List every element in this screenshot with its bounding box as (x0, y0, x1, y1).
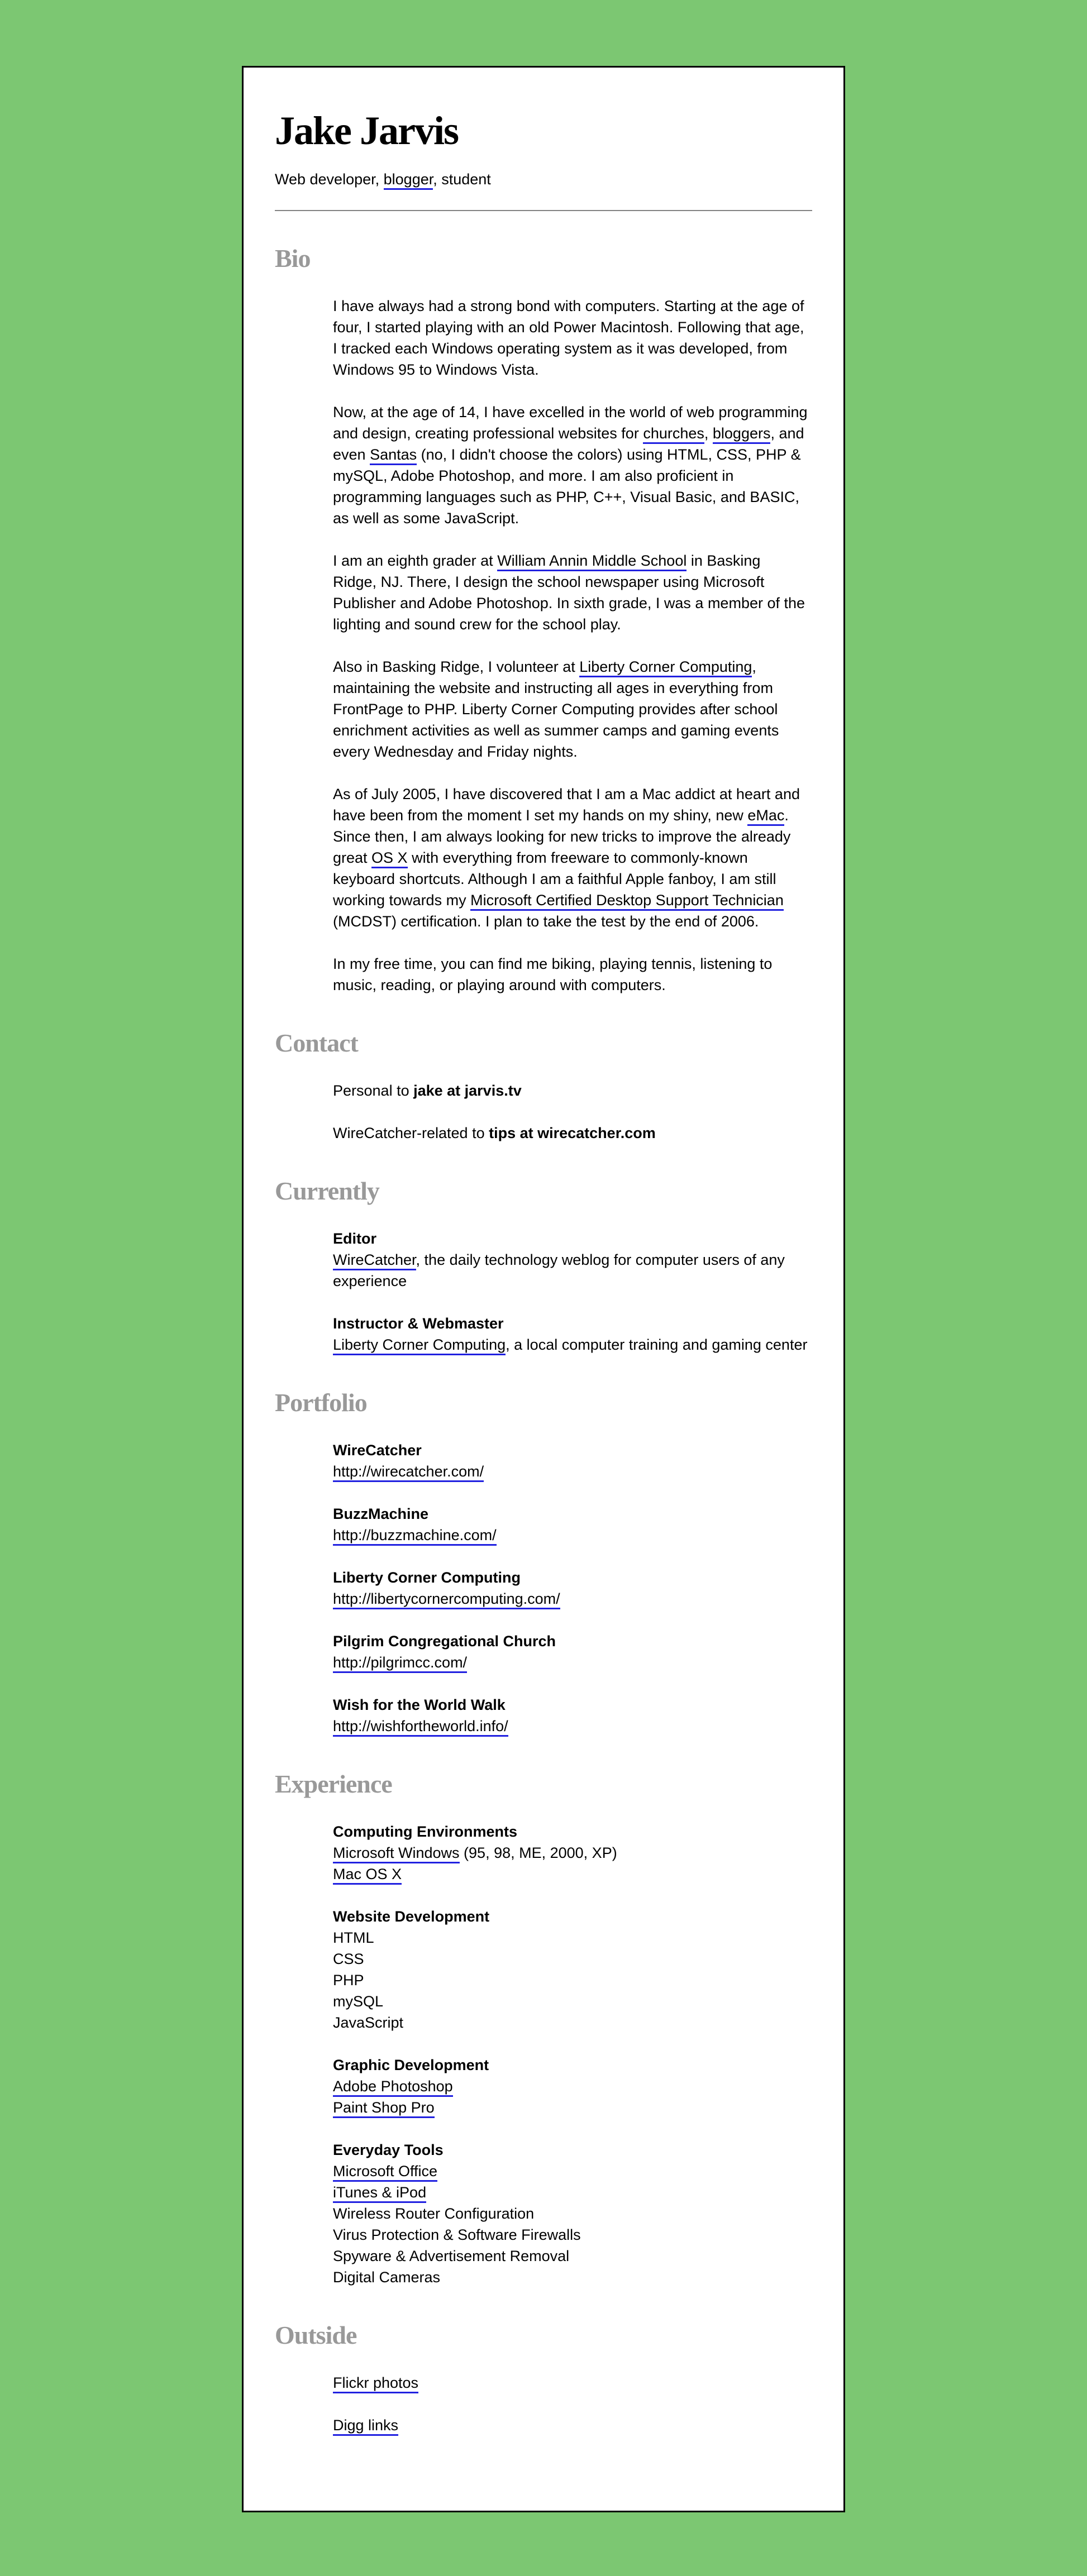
text-block (333, 2415, 808, 2436)
sections (275, 243, 812, 2436)
link-santas[interactable]: Santas (370, 446, 417, 465)
text-run: , (704, 425, 713, 442)
section-bio (275, 243, 812, 996)
section-heading-outside: Outside (275, 2321, 357, 2349)
text-run: I have always had a strong bond with computers. Starting at the age of four, I started playing with an old Power Macintosh. Following that age, I tracked each Windows operating system as it was developed, from Windows 95 to Windows Vista. (333, 298, 804, 378)
section-heading-currently: Currently (275, 1177, 379, 1205)
text-run: , maintaining the website and instructing all ages in everything from FrontPage to PHP. Liberty Corner Computing provides after school enrichment activities as well as summer camps and gaming events every Wednesday and Friday nights. (333, 658, 779, 760)
text-run: As of July 2005, I have discovered that I am a Mac addict at heart and have been from the moment I set my hands on my shiny, new (333, 786, 800, 824)
bold-text: Graphic Development (333, 2057, 489, 2073)
link-liberty-corner-computing[interactable]: Liberty Corner Computing (579, 658, 752, 677)
section-body-bio (333, 295, 808, 996)
text-block (333, 1440, 808, 1482)
text-block (333, 783, 808, 932)
link-bloggers[interactable]: bloggers (713, 425, 771, 444)
page-title: Jake Jarvis (275, 108, 458, 153)
link-blogger[interactable]: blogger (384, 171, 433, 190)
link-flickr-photos[interactable]: Flickr photos (333, 2374, 418, 2393)
text-block (333, 1313, 808, 1355)
text-run: I am an eighth grader at (333, 552, 498, 569)
text-run: in Basking Ridge, NJ. There, I design the school newspaper using Microsoft Publisher and Adobe Photoshop. In sixth grade, I was a member of the lighting and sound crew for the school play. (333, 552, 805, 633)
bold-text: Instructor & Webmaster (333, 1315, 504, 1332)
link-wirecatcher[interactable]: WireCatcher (333, 1251, 416, 1270)
text-block (333, 656, 808, 762)
section-body-contact (333, 1080, 808, 1144)
link-microsoft-certified-desktop-support-technician[interactable]: Microsoft Certified Desktop Support Technician (470, 892, 784, 911)
text-run: . Since then, I am always looking for new tricks to improve the already great (333, 807, 791, 866)
bold-text: Website Development (333, 1908, 490, 1925)
link-digg-links[interactable]: Digg links (333, 2417, 398, 2436)
bold-text: Editor (333, 1230, 376, 1247)
text-block (333, 1080, 808, 1101)
text-run: Also in Basking Ridge, I volunteer at (333, 658, 580, 675)
bold-text: Computing Environments (333, 1823, 517, 1840)
section-heading-contact: Contact (275, 1029, 358, 1057)
text-run: (no, I didn't choose the colors) using HTML, CSS, PHP & mySQL, Adobe Photoshop, and more. I am also proficient in programming languages such as PHP, C++, Visual Basic, and BASIC, as well as some JavaScript. (333, 446, 801, 527)
bold-text: BuzzMachine (333, 1506, 429, 1522)
text-block (333, 1122, 808, 1144)
text-run: Wireless Router Configuration (333, 2205, 535, 2222)
text-run: , student (433, 171, 491, 188)
section-portfolio (275, 1388, 812, 1737)
section-contact (275, 1028, 812, 1144)
section-heading-portfolio: Portfolio (275, 1388, 367, 1417)
link-microsoft-windows[interactable]: Microsoft Windows (333, 1844, 460, 1863)
bold-text: Liberty Corner Computing (333, 1569, 521, 1586)
text-run: Personal to (333, 1082, 414, 1099)
section-heading-bio: Bio (275, 244, 311, 273)
bold-text: Wish for the World Walk (333, 1696, 506, 1713)
text-block (333, 1567, 808, 1609)
text-run: Web developer, (275, 171, 384, 188)
link-adobe-photoshop[interactable]: Adobe Photoshop (333, 2078, 453, 2097)
section-outside (275, 2320, 812, 2436)
text-block (333, 1631, 808, 1673)
text-block (333, 2139, 808, 2288)
text-run: Virus Protection & Software Firewalls (333, 2226, 581, 2243)
text-run: , a local computer training and gaming center (506, 1336, 808, 1353)
text-run: Now, at the age of 14, I have excelled in the world of web programming and design, creating professional websites for (333, 404, 808, 442)
text-block (333, 295, 808, 380)
link-william-annin-middle-school[interactable]: William Annin Middle School (497, 552, 686, 571)
text-run: (MCDST) certification. I plan to take the test by the end of 2006. (333, 913, 759, 930)
section-heading-experience: Experience (275, 1770, 392, 1798)
resume-card (242, 66, 845, 2512)
text-block (333, 953, 808, 996)
text-block (333, 2372, 808, 2393)
text-block (333, 1821, 808, 1885)
text-run: , and even (333, 425, 804, 463)
section-body-experience (333, 1821, 808, 2288)
link-microsoft-office[interactable]: Microsoft Office (333, 2163, 437, 2182)
bold-text: Pilgrim Congregational Church (333, 1633, 556, 1650)
text-block (333, 402, 808, 529)
link-http-libertycornercomputing-com[interactable]: http://libertycornercomputing.com/ (333, 1590, 560, 1609)
page-background (0, 66, 1087, 2512)
header-divider (275, 210, 812, 211)
bold-text: jake at jarvis.tv (413, 1082, 522, 1099)
text-run: WireCatcher-related to (333, 1125, 489, 1141)
page-header (275, 108, 812, 211)
bold-text: Everyday Tools (333, 2142, 444, 2158)
link-mac-os-x[interactable]: Mac OS X (333, 1866, 402, 1885)
section-currently (275, 1176, 812, 1355)
text-block (333, 1694, 808, 1737)
link-emac[interactable]: eMac (747, 807, 784, 826)
text-run: mySQL (333, 1993, 384, 2010)
link-itunes-ipod[interactable]: iTunes & iPod (333, 2184, 426, 2203)
text-run: Spyware & Advertisement Removal (333, 2248, 570, 2264)
text-run: CSS (333, 1951, 364, 1967)
text-run: Digital Cameras (333, 2269, 441, 2286)
link-liberty-corner-computing[interactable]: Liberty Corner Computing (333, 1336, 506, 1355)
bold-text: WireCatcher (333, 1442, 422, 1459)
section-body-outside (333, 2372, 808, 2436)
section-experience (275, 1769, 812, 2288)
text-block (333, 2054, 808, 2118)
text-block (333, 550, 808, 635)
text-block (333, 1503, 808, 1546)
text-run: (95, 98, ME, 2000, XP) (459, 1844, 617, 1861)
text-run: HTML (333, 1929, 374, 1946)
text-block (333, 1906, 808, 2033)
link-os-x[interactable]: OS X (371, 849, 408, 868)
link-http-pilgrimcc-com[interactable]: http://pilgrimcc.com/ (333, 1654, 467, 1673)
text-block (333, 1228, 808, 1292)
text-run: PHP (333, 1972, 364, 1989)
bold-text: tips at wirecatcher.com (489, 1125, 656, 1141)
link-http-wishfortheworld-info[interactable]: http://wishfortheworld.info/ (333, 1718, 508, 1737)
text-run: , the daily technology weblog for computer users of any experience (333, 1251, 785, 1289)
text-run: with everything from freeware to commonly-known keyboard shortcuts. Although I am a faithful Apple fanboy, I am still working towards my (333, 849, 776, 909)
section-body-currently (333, 1228, 808, 1355)
text-run: In my free time, you can find me biking, playing tennis, listening to music, reading, or playing around with computers. (333, 955, 773, 993)
link-http-buzzmachine-com[interactable]: http://buzzmachine.com/ (333, 1527, 497, 1546)
link-paint-shop-pro[interactable]: Paint Shop Pro (333, 2099, 435, 2118)
link-churches[interactable]: churches (643, 425, 704, 444)
tagline (275, 169, 812, 190)
section-body-portfolio (333, 1440, 808, 1737)
text-run: JavaScript (333, 2014, 404, 2031)
link-http-wirecatcher-com[interactable]: http://wirecatcher.com/ (333, 1463, 484, 1482)
